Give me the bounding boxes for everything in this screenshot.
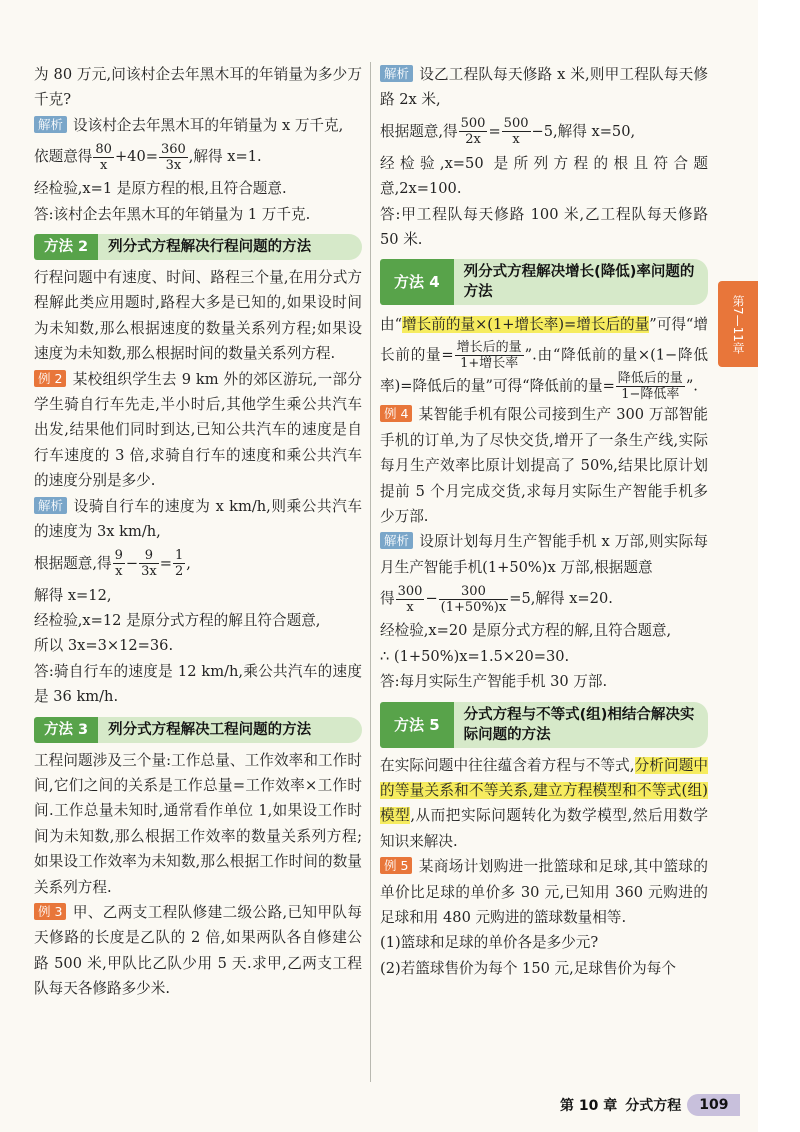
- left-column: [34, 62, 362, 1002]
- eq-post: =5,解得 x=20.: [509, 590, 613, 608]
- denominator: 2x: [465, 132, 481, 148]
- footer-chapter: 第 10 章: [560, 1098, 618, 1114]
- method-title: 列分式方程解决行程问题的方法: [98, 234, 362, 260]
- fraction: [396, 584, 425, 615]
- method-title: 列分式方程解决工程问题的方法: [98, 717, 362, 743]
- analysis-4: [380, 529, 708, 580]
- denominator: 1−降低率: [621, 387, 680, 403]
- example-tag: 例 2: [34, 370, 66, 387]
- denominator: 2: [174, 564, 184, 579]
- denominator: 1+增长率: [460, 356, 519, 372]
- method-title: 分式方程与不等式(组)相结合解决实际问题的方法: [454, 702, 708, 748]
- denominator: x: [115, 564, 123, 579]
- method-label: 方法 5: [380, 702, 454, 748]
- eq-post: −5,解得 x=50,: [531, 122, 636, 140]
- fraction: [159, 142, 188, 173]
- method-label: 方法 2: [34, 234, 98, 260]
- denominator: x: [99, 157, 108, 173]
- method-3-header: [34, 717, 362, 743]
- numerator: 360: [160, 141, 186, 157]
- text-r3: 答:甲工程队每天修路 100 米,乙工程队每天修路 50 米.: [380, 205, 708, 249]
- text-r4: [380, 310, 708, 402]
- analysis-tag: 解析: [380, 65, 413, 82]
- eq-equals: =: [159, 554, 172, 572]
- analysis-p: [34, 113, 362, 138]
- text-r12: (1)篮球和足球的单价各是多少元?: [380, 934, 599, 952]
- fraction: [93, 142, 114, 173]
- fraction: [459, 116, 488, 147]
- example-4: [380, 402, 708, 529]
- page-footer: [560, 1093, 740, 1117]
- eq-mid: −: [125, 554, 139, 572]
- text-r8: ∴ (1+50%)x=1.5×20=30.: [380, 647, 570, 665]
- text-r4d: ”.: [685, 377, 698, 395]
- text-p9: 经检验,x=12 是原分式方程的解且符合题意,: [34, 611, 321, 629]
- denominator: 3x: [165, 157, 182, 173]
- text-r9: 答:每月实际生产智能手机 30 万部.: [380, 673, 608, 691]
- text-p1: 为 80 万元,问该村企去年黑木耳的年销量为多少万千克?: [34, 66, 362, 109]
- text-p7: 设骑自行车的速度为 x km/h,则乘公共汽车的速度为 3x km/h,: [34, 497, 362, 541]
- analysis-tag: 解析: [34, 116, 67, 133]
- example-tag: 例 5: [380, 857, 412, 874]
- example-2: [34, 367, 362, 494]
- eq-pre: 得: [380, 590, 395, 608]
- analysis-tag: 解析: [34, 497, 67, 514]
- text-p10: 所以 3x=3×12=36.: [34, 637, 174, 655]
- example-5: [380, 854, 708, 930]
- example-3: [34, 900, 362, 1002]
- page-edge: [758, 0, 800, 1132]
- numerator: 500: [460, 116, 486, 132]
- method-title: 列分式方程解决增长(降低)率问题的方法: [454, 259, 708, 305]
- highlight-text: 增长前的量×(1+增长率)=增长后的量: [402, 316, 650, 334]
- fraction: [139, 548, 159, 579]
- text-r10b: ,从而把实际问题转化为数学模型,然后用数学知识来解决.: [380, 807, 708, 850]
- fraction: [173, 548, 185, 579]
- text-p2: 设该村企去年黑木耳的年销量为 x 万千克,: [73, 116, 344, 134]
- eq-pre: 根据题意,得: [380, 122, 458, 140]
- eq-pre: 依题意得: [34, 148, 93, 166]
- eq-post: ,解得 x=1.: [188, 148, 262, 166]
- fraction: [502, 116, 531, 147]
- text-r10a: 在实际问题中往往蕴含着方程与不等式,: [380, 756, 635, 774]
- denominator: 3x: [141, 564, 157, 579]
- numerator: 降低后的量: [617, 371, 683, 387]
- text-p5: 行程问题中有速度、时间、路程三个量,在用分式方程解此类应用题时,路程大多是已知的,如果设时间为未知数,那么根据速度的数量关系列方程;如果设速度为未知数,那么根据时间的数量关系列方程.: [34, 269, 362, 363]
- eq-mid: −: [425, 590, 438, 608]
- text-r4c: ”.由“降低前的量×(1−降低率)=降低后的量”可得“降低前的量=: [380, 346, 708, 395]
- analysis-2: [34, 494, 362, 545]
- text-r2: 经检验,x=50 是所列方程的根且符合题意,2x=100.: [380, 154, 708, 198]
- numerator: 9: [114, 548, 123, 563]
- example-tag: 例 3: [34, 903, 66, 920]
- equation-4: [380, 580, 708, 618]
- numerator: 80: [95, 141, 112, 157]
- numerator: 500: [503, 116, 529, 132]
- equation-3: [380, 113, 708, 151]
- fraction: [455, 340, 524, 371]
- method-5-header: [380, 702, 708, 748]
- text-r13: (2)若篮球售价为每个 150 元,足球售价为每个: [380, 959, 676, 977]
- text-p8: 解得 x=12,: [34, 586, 112, 604]
- chapter-side-tab: 第7—11章: [718, 281, 758, 367]
- text-p11: 答:骑自行车的速度是 12 km/h,乘公共汽车的速度是 36 km/h.: [34, 662, 362, 706]
- page-number: 109: [687, 1094, 740, 1116]
- text-r6: 设原计划每月生产智能手机 x 万部,则实际每月生产智能手机(1+50%)x 万部,根据题意: [380, 533, 708, 576]
- text-p12: 工程问题涉及三个量:工作总量、工作效率和工作时间,它们之间的关系是工作总量=工作效率×工作时间.工作总量未知时,通常看作单位 1,如果设工作时间为未知数,那么根据工作效率的数量关系列方程;如果设工作效率为未知数,那么根据工作时间的数量关系列方程.: [34, 751, 362, 896]
- text-p6: 某校组织学生去 9 km 外的郊区游玩,一部分学生骑自行车先走,半小时后,其他学生乘公共汽车出发,结果他们同时到达,已知公共汽车的速度是自行车速度的 3 倍,求骑自行车的速度和乘公共汽车的速度分别是多少.: [34, 370, 362, 490]
- equation-1: [34, 138, 362, 176]
- text-p13: 甲、乙两支工程队修建二级公路,已知甲队每天修路的长度是乙队的 2 倍,如果两队各自修建公路 500 米,甲队比乙队少用 5 天.求甲,乙两支工程队每天各修路多少米.: [34, 903, 362, 998]
- text-r4b: ”可得“增长前的量=: [380, 316, 708, 364]
- text-r11: 某商场计划购进一批篮球和足球,其中篮球的单价比足球的单价多 30 元,已知用 360 元购进的足球和用 480 元购进的篮球数量相等.: [380, 858, 708, 926]
- footer-title: 分式方程: [625, 1098, 682, 1114]
- equation-2: [34, 545, 362, 583]
- eq-mid: =: [488, 122, 501, 140]
- highlight-text: 分析问题中的等量关系和不等关系,建立方程模型和不等式(组)模型: [380, 756, 708, 825]
- denominator: (1+50%)x: [440, 599, 507, 615]
- right-column: [380, 62, 708, 981]
- method-label: 方法 4: [380, 259, 454, 305]
- method-label: 方法 3: [34, 717, 98, 743]
- text-p3: 经检验,x=1 是原方程的根,且符合题意.: [34, 180, 287, 198]
- analysis-3: [380, 62, 708, 113]
- text-p4: 答:该村企去年黑木耳的年销量为 1 万千克.: [34, 205, 311, 223]
- numerator: 300: [397, 583, 423, 599]
- denominator: x: [406, 599, 414, 615]
- numerator: 1: [174, 548, 184, 563]
- eq-post: ,: [186, 554, 191, 572]
- analysis-tag: 解析: [380, 532, 413, 549]
- fraction: [439, 584, 509, 615]
- text-r10: [380, 753, 708, 855]
- fraction: [113, 548, 125, 579]
- denominator: x: [512, 132, 520, 148]
- eq-pre: 根据题意,得: [34, 554, 112, 572]
- numerator: 增长后的量: [456, 340, 522, 356]
- eq-mid: +40=: [114, 148, 158, 166]
- text-r7: 经检验,x=20 是原分式方程的解,且符合题意,: [380, 622, 672, 640]
- column-divider: [370, 62, 371, 1082]
- fraction: [616, 371, 685, 402]
- text-r1: 设乙工程队每天修路 x 米,则甲工程队每天修路 2x 米,: [380, 66, 708, 109]
- example-tag: 例 4: [380, 405, 412, 422]
- text-r5: 某智能手机有限公司接到生产 300 万部智能手机的订单,为了尽快交货,增开了一条生产线,实际每月生产效率比原计划提高了 50%,结果比原计划提前 5 个月完成交货,求每月实际生产智能手机多少万部.: [380, 406, 708, 526]
- numerator: 300: [439, 584, 509, 600]
- text-r4a: 由“: [380, 316, 403, 334]
- numerator: 9: [139, 548, 159, 564]
- method-4-header: [380, 259, 708, 305]
- method-2-header: [34, 234, 362, 260]
